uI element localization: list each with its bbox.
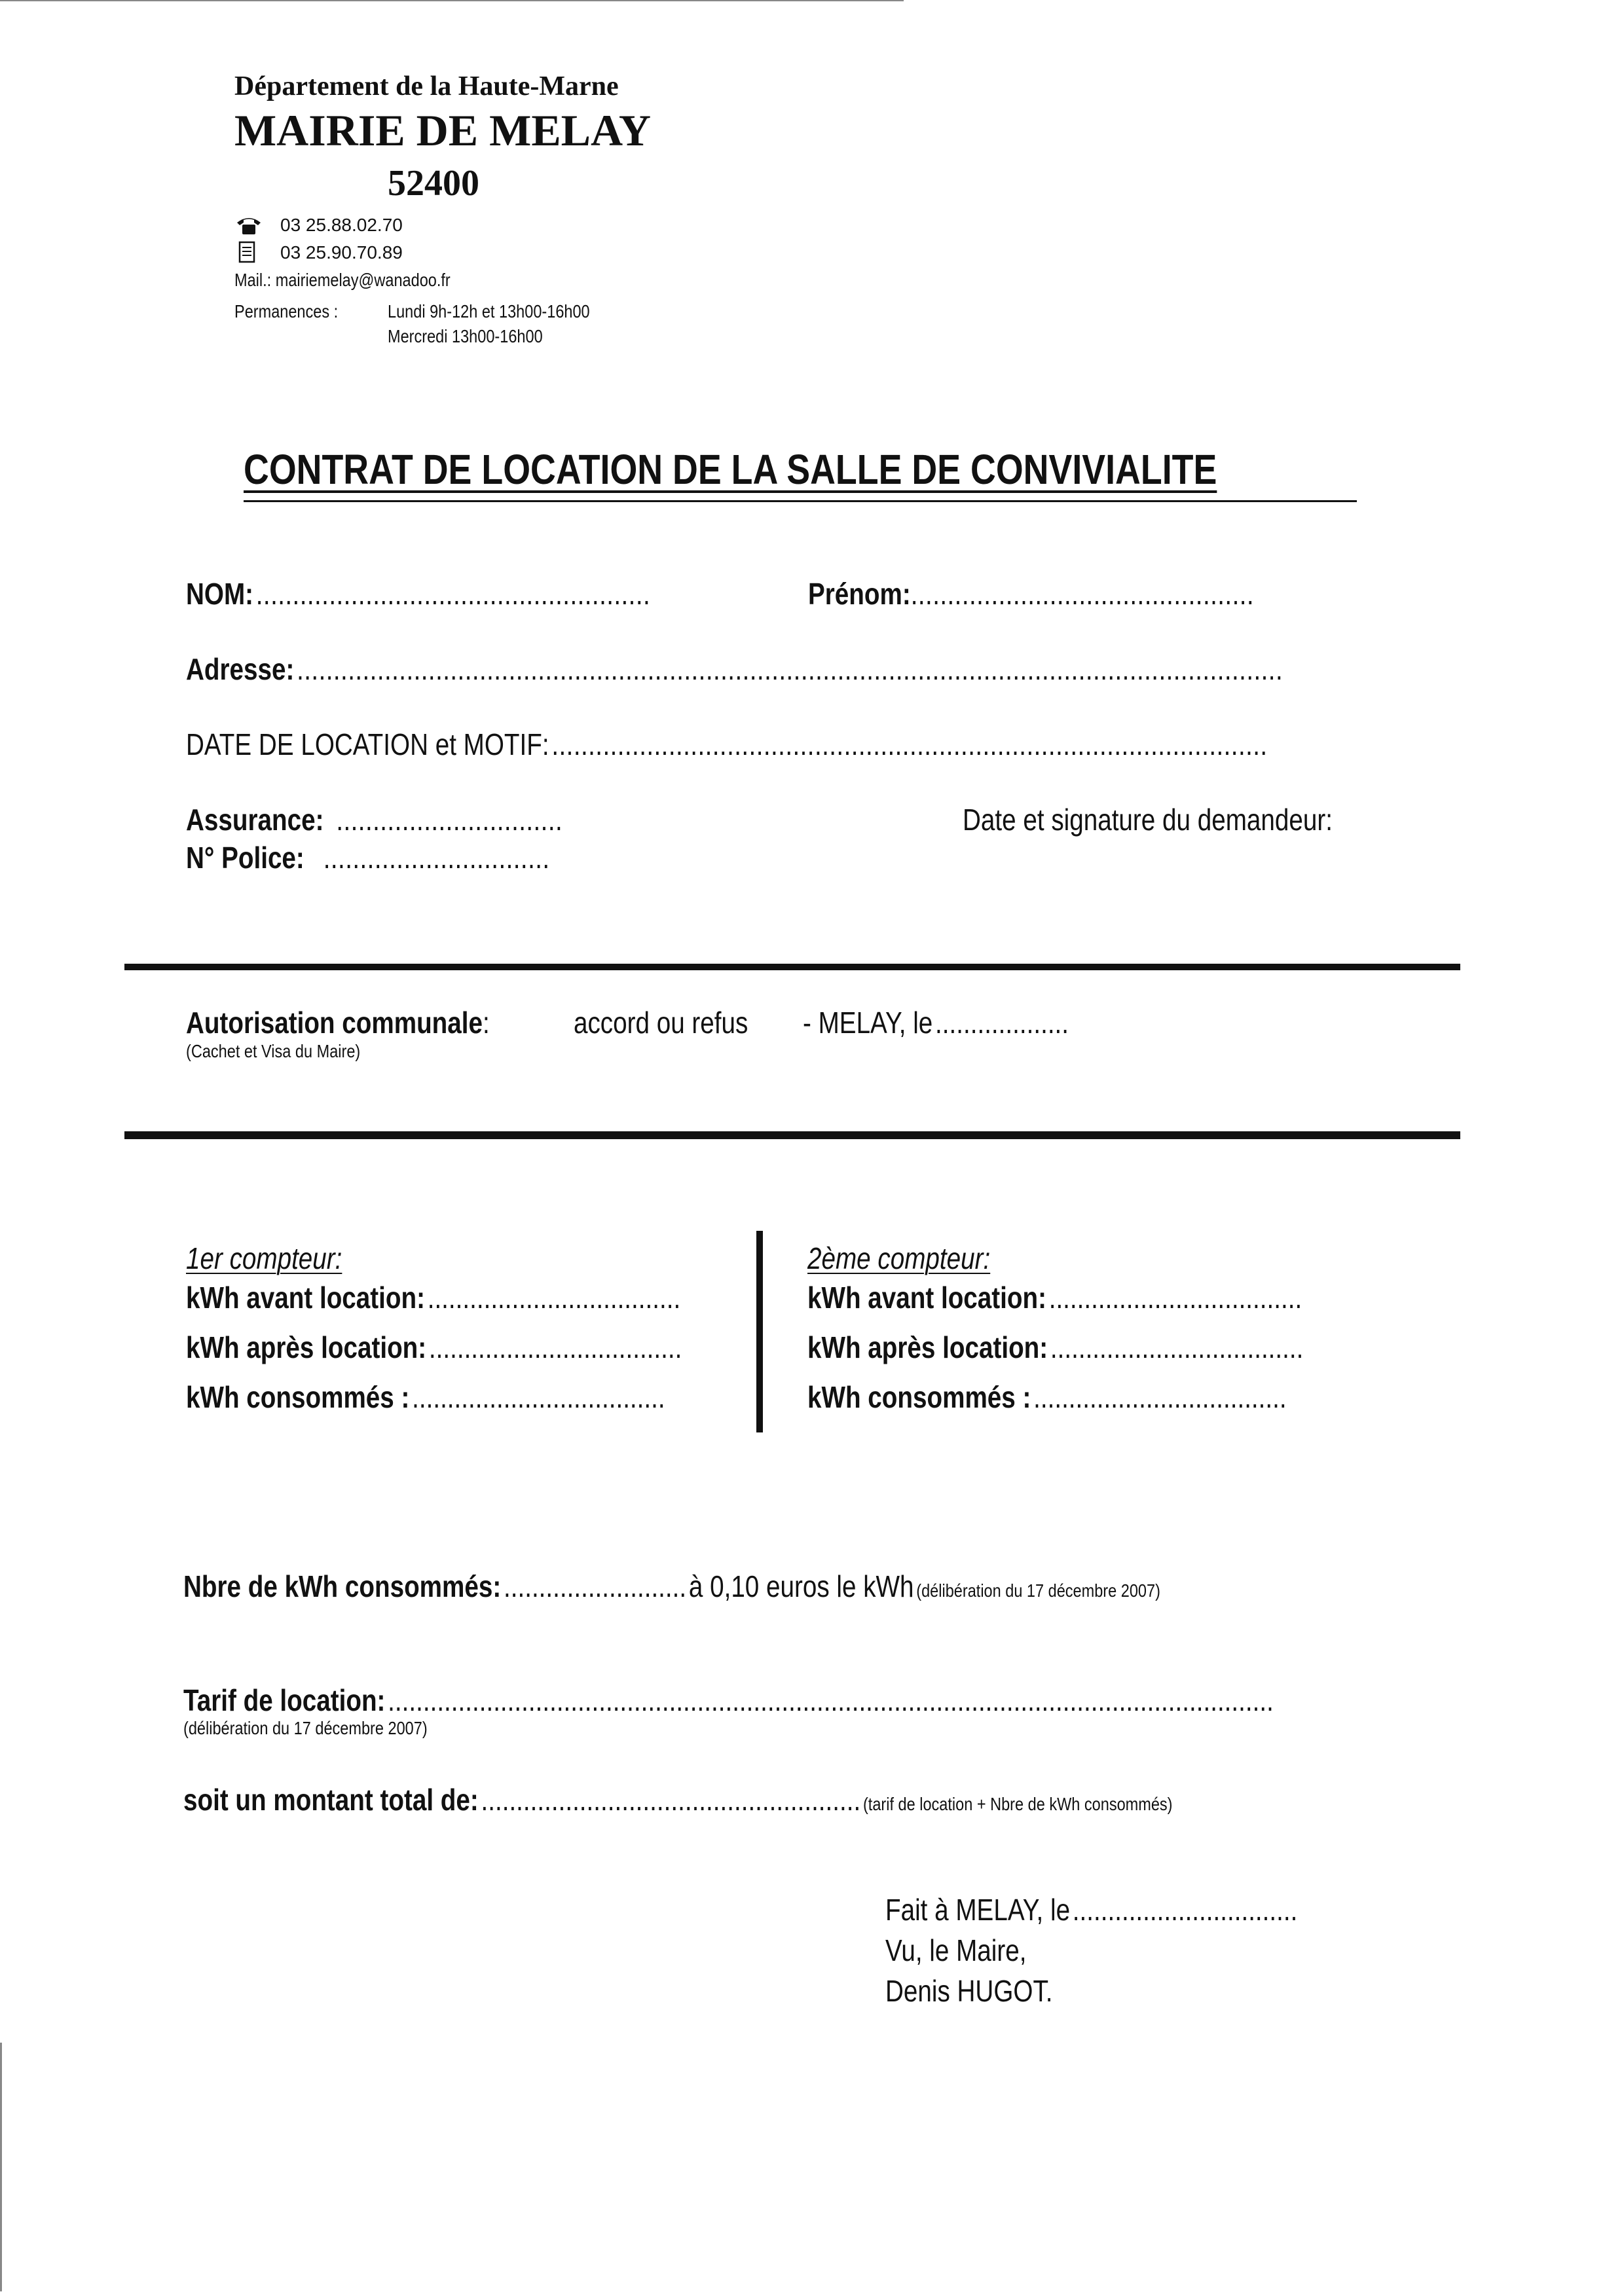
nbre-kwh-label: Nbre de kWh consommés: — [183, 1569, 502, 1603]
phone-number: 03 25.88.02.70 — [280, 215, 403, 235]
fait-dots[interactable]: ................................ — [1072, 1893, 1298, 1927]
rate-note: (délibération du 17 décembre 2007) — [916, 1580, 1160, 1601]
nbre-kwh-dots[interactable]: .......................... — [503, 1569, 687, 1603]
meter-1-before — [186, 1280, 680, 1315]
meter-1-consumed-dots[interactable]: .................................... — [412, 1380, 665, 1414]
total-note: (tarif de location + Nbre de kWh consommés) — [862, 1794, 1173, 1814]
date-motif-label: DATE DE LOCATION et MOTIF: — [186, 727, 549, 761]
meter-1-before-dots[interactable]: .................................... — [427, 1281, 681, 1315]
assurance-label: Assurance: — [186, 803, 324, 837]
meter-2-before-label: kWh avant location: — [807, 1281, 1046, 1315]
mairie-name: MAIRIE DE MELAY — [234, 105, 652, 155]
scan-edge-top — [0, 0, 904, 1]
prenom-field — [808, 576, 1254, 611]
vu-le-maire: Vu, le Maire, — [885, 1933, 1027, 1967]
meter-1-consumed-label: kWh consommés : — [186, 1380, 410, 1414]
total-field — [183, 1782, 1173, 1817]
adresse-field — [186, 651, 1283, 687]
tarif-field — [183, 1683, 1274, 1718]
meter-2-before-dots[interactable]: .................................... — [1048, 1281, 1302, 1315]
department-line: Département de la Haute-Marne — [234, 71, 619, 101]
title-double-underline — [244, 500, 1357, 502]
fax-icon — [238, 241, 257, 263]
meter-2-after — [807, 1330, 1303, 1365]
meter-1-after — [186, 1330, 682, 1365]
assurance-field — [186, 802, 563, 837]
tarif-label: Tarif de location: — [183, 1683, 386, 1717]
separator-top — [124, 964, 1460, 970]
meter-divider — [756, 1231, 763, 1432]
signature-label: Date et signature du demandeur: — [963, 803, 1333, 837]
nom-dots[interactable]: ...................................................... — [255, 577, 651, 611]
rate-text: à 0,10 euros le kWh — [688, 1569, 914, 1603]
nbre-kwh-field — [183, 1569, 1160, 1604]
permanences-label: Permanences : — [234, 301, 339, 321]
total-dots[interactable]: ...................................................... — [481, 1783, 861, 1817]
meter-1-before-label: kWh avant location: — [186, 1281, 425, 1315]
police-field — [186, 840, 550, 875]
melay-date-label: - MELAY, le — [803, 1006, 933, 1040]
meter-2-consumed-label: kWh consommés : — [807, 1380, 1031, 1414]
meter-2-after-dots[interactable]: .................................... — [1050, 1330, 1304, 1364]
date-motif-dots[interactable]: .................................................................................................. — [551, 727, 1268, 761]
document-title: CONTRAT DE LOCATION DE LA SALLE DE CONVIVIALITE — [244, 446, 1217, 493]
phone-icon — [236, 216, 262, 236]
date-motif-field — [186, 727, 1268, 762]
scan-edge-left — [0, 2043, 2, 2291]
nom-field — [186, 576, 650, 611]
tarif-note: (délibération du 17 décembre 2007) — [183, 1718, 428, 1738]
meter-1-after-dots[interactable]: .................................... — [428, 1330, 682, 1364]
tarif-dots[interactable]: .............................................................................................................................. — [388, 1683, 1274, 1717]
prenom-label: Prénom: — [808, 577, 911, 611]
permanences-monday: Lundi 9h-12h et 13h00-16h00 — [388, 301, 590, 321]
authorisation-sub: (Cachet et Visa du Maire) — [186, 1041, 361, 1061]
postcode: 52400 — [388, 163, 479, 204]
melay-date-field — [803, 1005, 1069, 1040]
fait-field — [885, 1892, 1297, 1927]
accord-ou-refus[interactable]: accord ou refus — [574, 1006, 748, 1040]
authorisation-colon: : — [483, 1006, 490, 1040]
adresse-label: Adresse: — [186, 652, 295, 686]
meter-2-before — [807, 1280, 1302, 1315]
meter-2-after-label: kWh après location: — [807, 1330, 1048, 1364]
fait-label: Fait à MELAY, le — [885, 1893, 1071, 1927]
fax-number: 03 25.90.70.89 — [280, 242, 403, 263]
meter-1-consumed — [186, 1379, 665, 1415]
meter-1-after-label: kWh après location: — [186, 1330, 427, 1364]
authorisation-label: Autorisation communale — [186, 1006, 483, 1040]
melay-date-dots[interactable]: ................... — [935, 1006, 1069, 1040]
meter-2-consumed — [807, 1379, 1287, 1415]
adresse-dots[interactable]: ....................................................................................................................................... — [297, 652, 1283, 686]
police-dots[interactable]: ............................... — [323, 841, 550, 875]
separator-bottom — [124, 1131, 1460, 1139]
mayor-name: Denis HUGOT. — [885, 1974, 1053, 2008]
authorisation-field — [186, 1005, 490, 1040]
nom-label: NOM: — [186, 577, 254, 611]
meter-2-consumed-dots[interactable]: .................................... — [1033, 1380, 1287, 1414]
police-label: N° Police: — [186, 841, 304, 875]
total-label: soit un montant total de: — [183, 1783, 479, 1817]
mail-line: Mail.: mairiemelay@wanadoo.fr — [234, 270, 451, 290]
meter-1-title: 1er compteur: — [186, 1241, 342, 1275]
permanences-wednesday: Mercredi 13h00-16h00 — [388, 326, 543, 346]
meter-2-title: 2ème compteur: — [807, 1241, 991, 1275]
assurance-dots[interactable]: ............................... — [336, 803, 563, 837]
prenom-dots[interactable]: ............................................... — [910, 577, 1255, 611]
